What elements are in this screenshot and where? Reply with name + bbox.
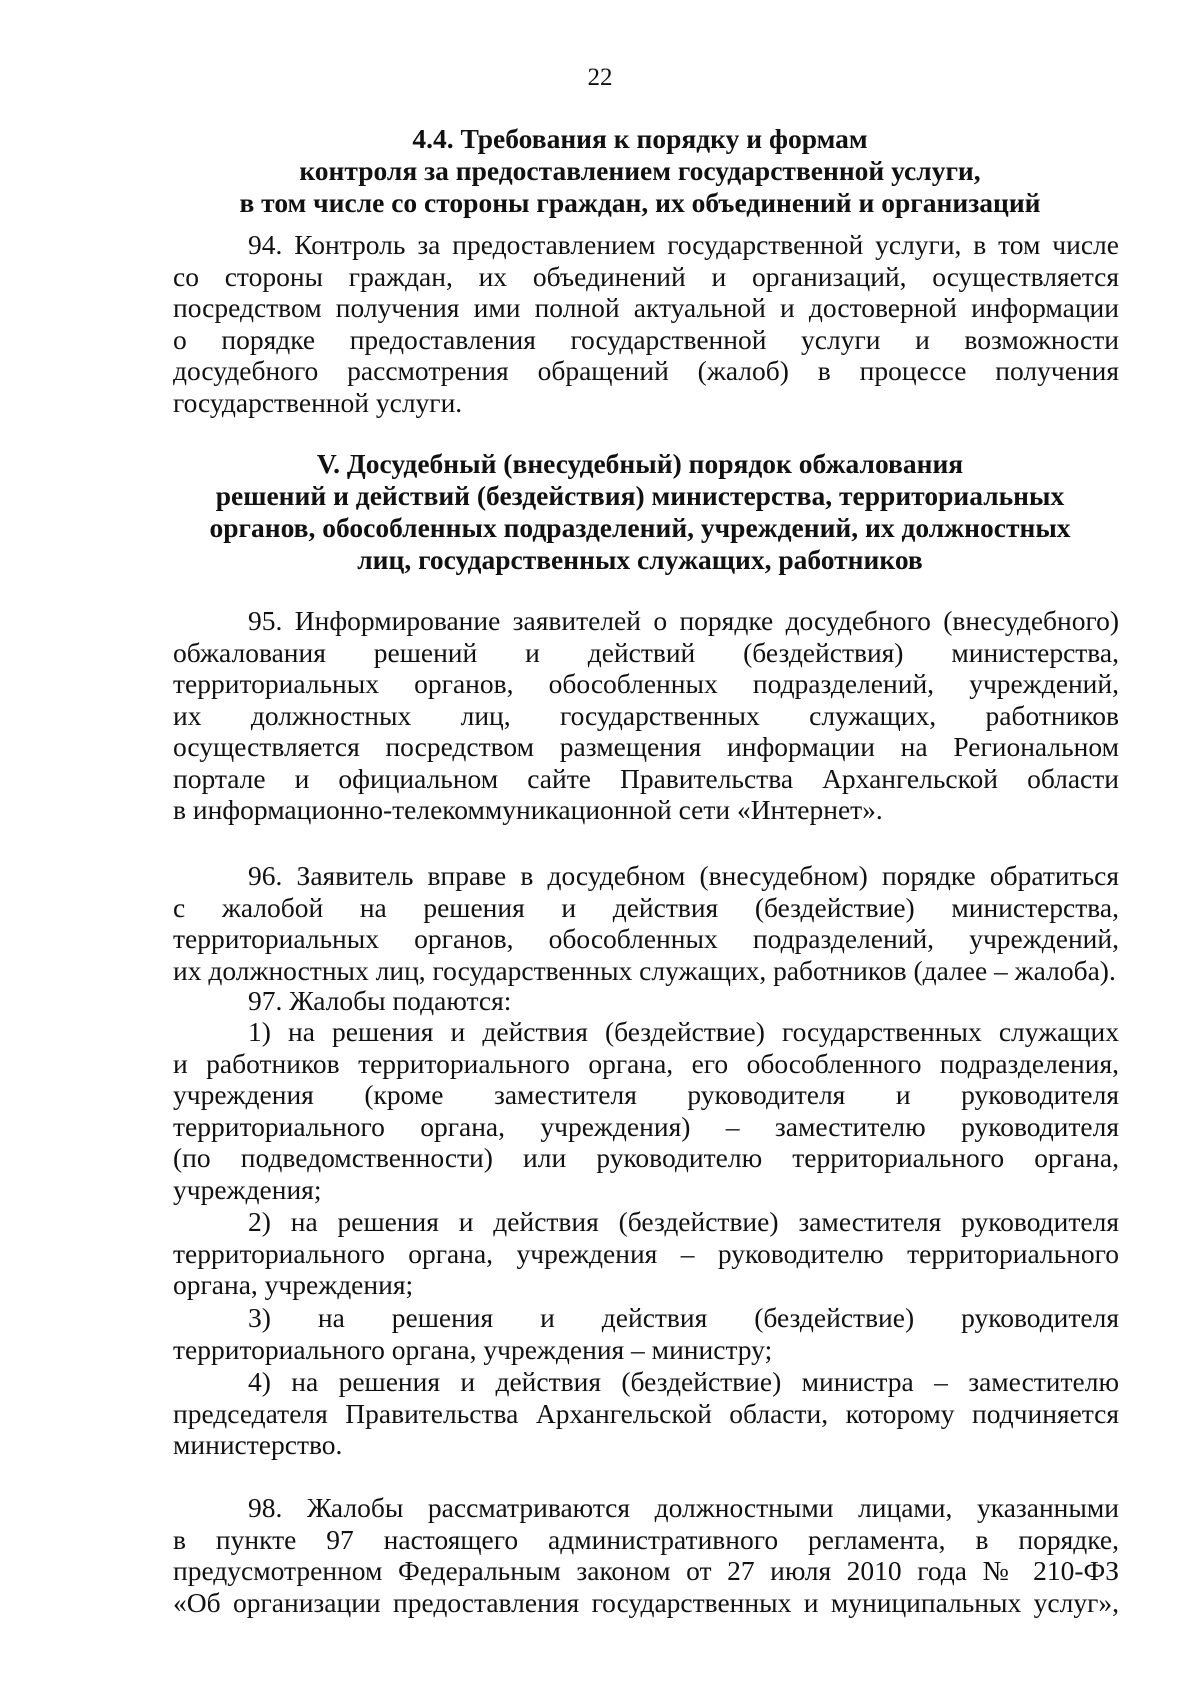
text-line: их должностных лиц, государственных служащих, работников (далее – жалоба). [173,954,1116,986]
heading-line: контроля за предоставлением государственной услуги, [299,155,981,186]
text-line: органа, учреждения; [173,1269,414,1300]
text-line: со стороны граждан, их объединений и организаций, осуществляется [173,260,1119,292]
text-line: территориального органа, учреждения – министру; [173,1333,773,1365]
text-line: портале и официальном сайте Правительства Архангельской области [173,762,1119,794]
page-number: 22 [587,64,613,91]
text-line: учреждения; [173,1173,322,1205]
paragraph-97-item-2 [173,1206,1119,1301]
text-line: и работников территориального органа, его обособленного подразделения, [173,1047,1119,1079]
section-4-4-heading [160,123,1120,219]
text-line: о порядке предоставления государственной услуги и возможности [173,323,1119,355]
paragraph-97-item-1 [173,1016,1119,1205]
text-line: 96. Заявитель вправе в досудебном (внесудебном) порядке обратиться [248,860,1119,891]
text-line: территориальных органов, обособленных подразделений, учреждений, [173,668,1119,699]
text-line: территориальных органов, обособленных подразделений, учреждений, [173,923,1119,954]
text-line: 95. Информирование заявителей о порядке досудебного (внесудебного) [248,605,1119,636]
text-line: 2) на решения и действия (бездействие) заместителя руководителя [248,1206,1119,1237]
text-line: осуществляется посредством размещения информации на Региональном [173,731,1119,762]
text-line: посредством получения ими полной актуальной и достоверной информации [173,292,1119,323]
text-line: их должностных лиц, государственных служащих, работников [173,699,1119,731]
text-line: территориального органа, учреждения) – заместителю руководителя [173,1110,1119,1142]
paragraph-94 [173,229,1119,418]
text-line: (по подведомственности) или руководителю территориального органа, [173,1142,1119,1173]
text-line: 94. Контроль за предоставлением государственной услуги, в том числе [248,229,1119,260]
paragraph-97-intro [173,985,1119,1017]
paragraph-96 [173,860,1119,986]
text-line: в информационно-телекоммуникационной сети «Интернет». [173,794,883,825]
heading-line: лиц, государственных служащих, работников [357,544,923,575]
text-line: «Об организации предоставления государственных и муниципальных услуг», [173,1586,1119,1618]
text-line: 98. Жалобы рассматриваются должностными лицами, указанными [248,1492,1119,1523]
text-line: министерство. [173,1429,343,1460]
section-5-heading [160,448,1120,576]
text-line: учреждения (кроме заместителя руководителя и руководителя [173,1079,1119,1110]
paragraph-95 [173,605,1119,826]
text-line: 3) на решения и действия (бездействие) руководителя [248,1302,1119,1333]
text-line: председателя Правительства Архангельской области, которому подчиняется [173,1397,1119,1429]
heading-line: органов, обособленных подразделений, учреждений, их должностных [209,512,1071,543]
text-line: предусмотренном Федеральным законом от 27 июля 2010 года № 210-ФЗ [173,1555,1119,1586]
heading-line: V. Досудебный (внесудебный) порядок обжалования [316,448,964,479]
text-line: 1) на решения и действия (бездействие) государственных служащих [248,1016,1119,1047]
heading-line: решений и действий (бездействия) министерства, территориальных [215,480,1065,511]
text-line: обжалования решений и действий (бездействия) министерства, [173,636,1119,668]
text-line: с жалобой на решения и действия (бездействие) министерства, [173,891,1119,923]
heading-line: в том числе со стороны граждан, их объединений и организаций [239,187,1041,218]
text-line: территориального органа, учреждения – руководителю территориального [173,1237,1119,1269]
text-line: 4) на решения и действия (бездействие) министра – заместителю [248,1366,1119,1397]
paragraph-97-item-4 [173,1366,1119,1461]
text-line: 97. Жалобы подаются: [248,985,512,1016]
paragraph-98 [173,1492,1119,1618]
text-line: в пункте 97 настоящего административного регламента, в порядке, [173,1523,1119,1555]
paragraph-97-item-3 [173,1302,1119,1365]
heading-line: 4.4. Требования к порядку и формам [412,123,868,154]
text-line: государственной услуги. [173,386,463,418]
text-line: досудебного рассмотрения обращений (жалоб) в процессе получения [173,355,1119,386]
